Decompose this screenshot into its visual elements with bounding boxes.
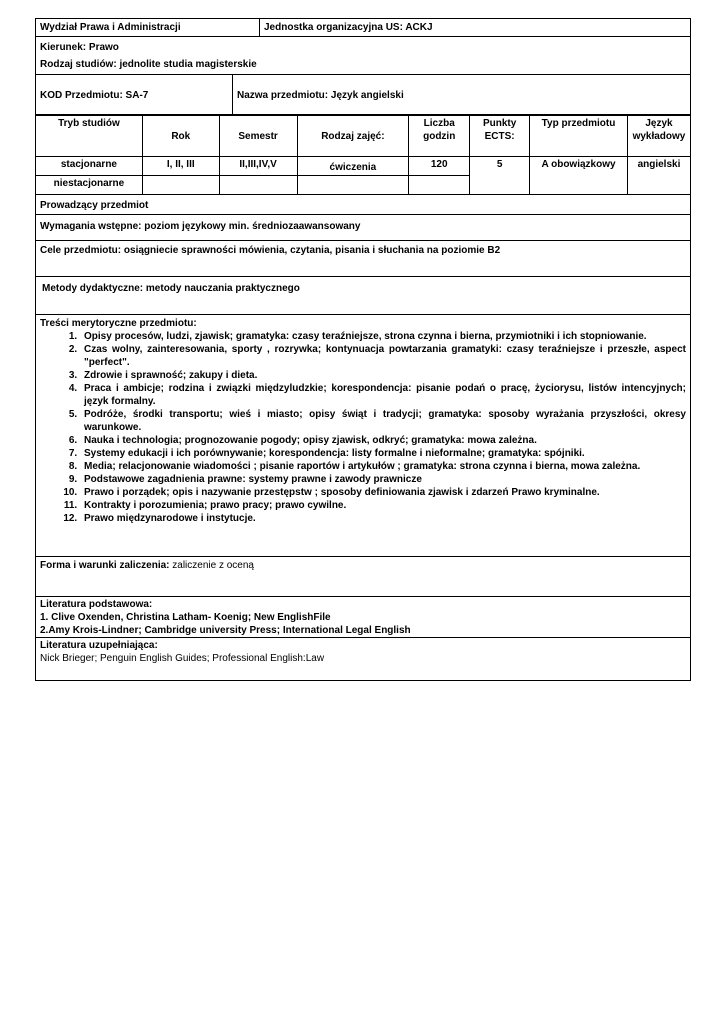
course-syllabus <box>35 18 691 681</box>
instructor-row: Prowadzący przedmiot <box>35 195 691 215</box>
hours-value: 120 <box>409 157 470 176</box>
literature-extra-value: Nick Brieger; Penguin English Guides; Professional English:Law <box>40 653 325 664</box>
content-item: 7. Systemy edukacji i ich porównywanie; korespondencja: listy formalne i nieformalne; gramatyka: spójniki. <box>80 447 686 460</box>
content-title: Treści merytoryczne przedmiotu: <box>40 318 197 329</box>
literature-basic-row <box>35 597 691 638</box>
header-semester: Semestr <box>219 116 297 157</box>
direction: Kierunek: Prawo <box>40 42 119 53</box>
program-row <box>35 37 691 75</box>
assessment-label: Forma i warunki zaliczenia: <box>40 560 170 571</box>
content-row <box>35 315 691 557</box>
course-name: Nazwa przedmiotu: Język angielski <box>237 90 404 101</box>
class-type-value: ćwiczenia <box>297 157 409 176</box>
literature-extra-label: Literatura uzupełniająca: <box>40 640 158 651</box>
content-item: 8. Media; relacjonowanie wiadomości ; pisanie raportów i artykułów ; gramatyka: strona czynna i bierna, mowa zależna. <box>80 460 686 473</box>
assessment-row <box>35 557 691 597</box>
header-ects: Punkty ECTS: <box>470 116 530 157</box>
year-empty <box>142 176 219 195</box>
content-item: 10. Prawo i porządek; opis i nazywanie przestępstw ; sposoby definiowania zjawisk i zdarzeń Prawo kryminalne. <box>80 486 686 499</box>
faculty: Wydział Prawa i Administracji <box>36 19 260 36</box>
content-item: 9. Podstawowe zagadnienia prawne: systemy prawne i zawody prawnicze <box>80 473 686 486</box>
mode-full-time: stacjonarne <box>36 157 143 176</box>
assessment-value: zaliczenie z oceną <box>169 560 254 571</box>
subject-type-value: A obowiązkowy <box>530 157 628 195</box>
prerequisites-row: Wymagania wstępne: poziom językowy min. średniozaawansowany <box>35 215 691 241</box>
schedule-table <box>35 115 691 195</box>
ects-value: 5 <box>470 157 530 195</box>
goals-row: Cele przedmiotu: osiągniecie sprawności mówienia, czytania, pisania i słuchania na poziomie B2 <box>35 241 691 277</box>
header-hours: Liczba godzin <box>409 116 470 157</box>
content-list <box>40 330 686 525</box>
organizational-unit: Jednostka organizacyjna US: ACKJ <box>264 22 433 33</box>
content-item: 1. Opisy procesów, ludzi, zjawisk; gramatyka: czasy teraźniejsze, strona czynna i bierna, przymiotniki i ich stopniowanie. <box>80 330 686 343</box>
literature-extra-row <box>35 638 691 681</box>
language-value: angielski <box>627 157 690 195</box>
header-class-type: Rodzaj zajęć: <box>297 116 409 157</box>
hours-empty <box>409 176 470 195</box>
content-item: 12. Prawo międzynarodowe i instytucje. <box>80 512 686 525</box>
header-row <box>35 18 691 37</box>
header-year: Rok <box>142 116 219 157</box>
content-item: 3. Zdrowie i sprawność; zakupy i dieta. <box>80 369 686 382</box>
literature-basic-item: 2.Amy Krois-Lindner; Cambridge university Press; International Legal English <box>40 625 411 636</box>
year-value: I, II, III <box>142 157 219 176</box>
content-item: 4. Praca i ambicje; rodzina i związki międzyludzkie; korespondencja: pisanie podań o pracę, życiorysu, listów intencyjnych; język formalny. <box>80 382 686 408</box>
content-item: 5. Podróże, środki transportu; wieś i miasto; opisy świąt i tradycji; gramatyka: sposoby wyrażania przyszłości, okresy warunkowe. <box>80 408 686 434</box>
header-subject-type: Typ przedmiotu <box>530 116 628 157</box>
content-item: 2. Czas wolny, zainteresowania, sporty , rozrywka; kontynuacja powtarzania gramatyki: czasy teraźniejsze i przeszłe, aspect "perfect". <box>80 343 686 369</box>
class-type-empty <box>297 176 409 195</box>
semester-empty <box>219 176 297 195</box>
course-code: KOD Przedmiotu: SA-7 <box>36 75 233 114</box>
semester-value: II,III,IV,V <box>219 157 297 176</box>
course-row <box>35 75 691 115</box>
content-item: 11. Kontrakty i porozumienia; prawo pracy; prawo cywilne. <box>80 499 686 512</box>
header-language: Język wykładowy <box>627 116 690 157</box>
header-mode: Tryb studiów <box>36 116 143 157</box>
schedule-table-wrap <box>35 115 691 195</box>
methods-row: Metody dydaktyczne: metody nauczania praktycznego <box>35 277 691 315</box>
literature-basic-item: 1. Clive Oxenden, Christina Latham- Koenig; New EnglishFile <box>40 612 331 623</box>
content-item: 6. Nauka i technologia; prognozowanie pogody; opisy zjawisk, odkryć; gramatyka: mowa zależna. <box>80 434 686 447</box>
mode-part-time: niestacjonarne <box>36 176 143 195</box>
study-type: Rodzaj studiów: jednolite studia magisterskie <box>40 59 257 70</box>
literature-basic-label: Literatura podstawowa: <box>40 599 153 610</box>
